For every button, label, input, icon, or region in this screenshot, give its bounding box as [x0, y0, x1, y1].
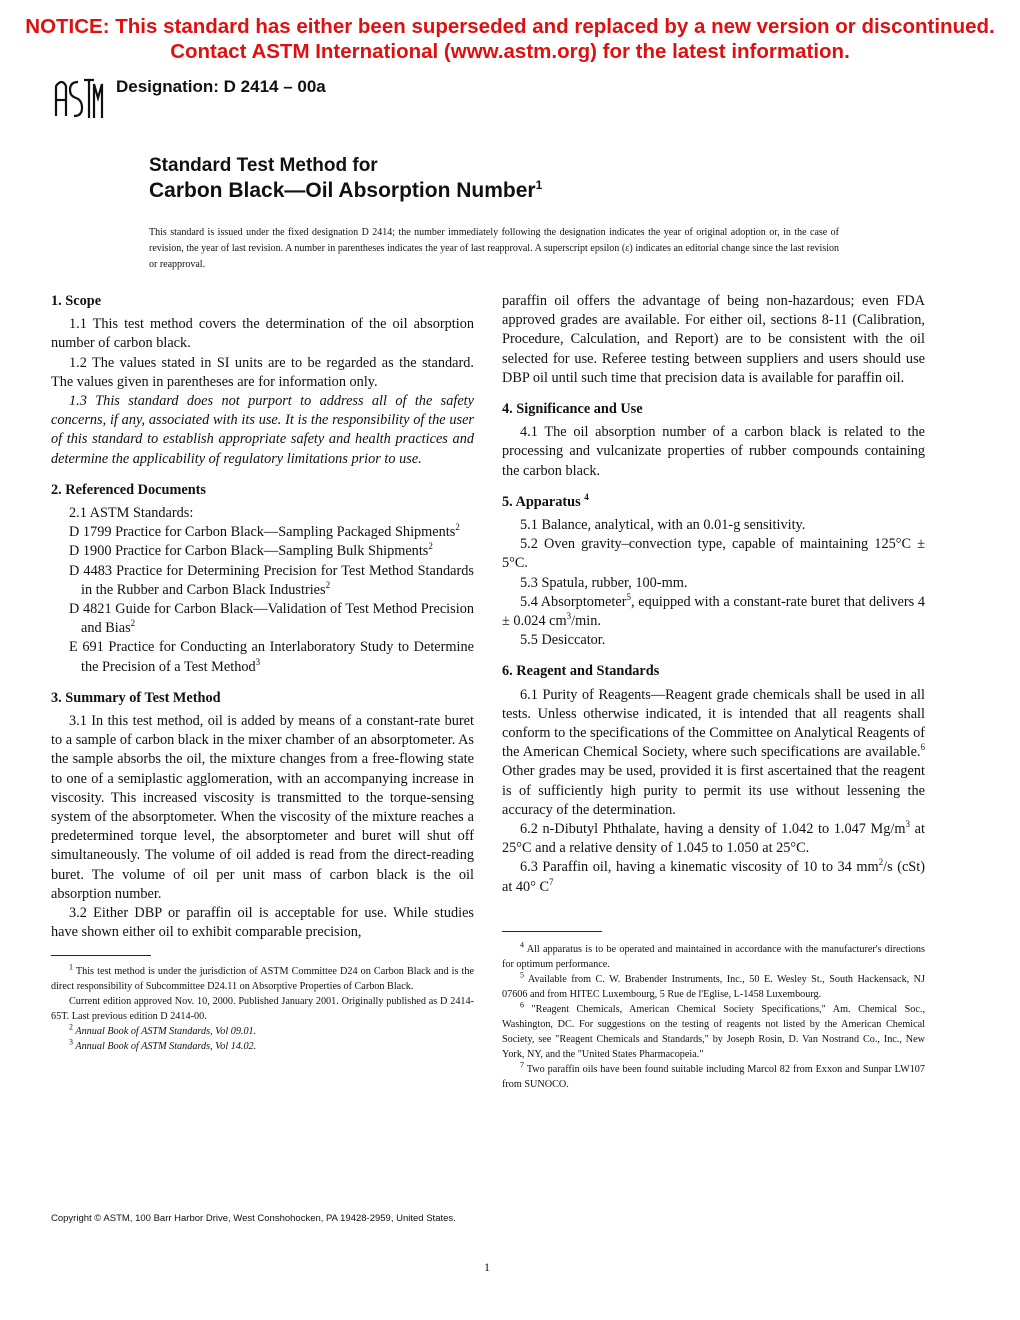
paragraph: 5.3 Spatula, rubber, 100-mm. [520, 574, 688, 591]
paragraph: 2.1 ASTM Standards: [69, 505, 194, 522]
paragraph [502, 858, 925, 896]
footnote [502, 1062, 925, 1092]
paragraph: 4.1 The oil absorption number of a carbon black is related to the processing and vulcanizate properties of rubber compounds containing the carbon black. [502, 424, 925, 479]
title-line-2-text: Carbon Black—Oil Absorption Number [149, 179, 536, 202]
paragraph-text: /s (cSt) at 40° C [502, 859, 925, 895]
paragraph [502, 686, 925, 820]
reference-text: D 1900 Practice for Carbon Black—Sampling Bulk Shipments [69, 543, 429, 560]
paragraph [502, 820, 925, 858]
section-heading: 4. Significance and Use [502, 401, 643, 418]
paragraph: 1.1 This test method covers the determination of the oil absorption number of carbon black. [51, 316, 474, 352]
section-heading: 1. Scope [51, 293, 102, 309]
issue-note: This standard is issued under the fixed designation D 2414; the number immediately following the designation indicates the year of original adoption or, in the case of revision, the year of last revision. A number in parentheses indicates the year of last reapproval. A superscript epsilon (ε) indicates an editorial change since the last revision or reapproval. [149, 227, 839, 270]
reference-text: D 4821 Guide for Carbon Black—Validation of Test Method Precision and Bias [69, 601, 474, 637]
footnote-ref: 2 [455, 522, 460, 533]
superscript: 3 [566, 611, 572, 622]
footnote-number: 1 [69, 962, 73, 972]
footnote-text: Annual Book of ASTM Standards, Vol 14.02. [73, 1040, 257, 1052]
right-column [502, 292, 925, 1092]
title-line-1: Standard Test Method for [149, 155, 378, 176]
footnote-text: Annual Book of ASTM Standards, Vol 09.01. [73, 1025, 257, 1037]
paragraph: paraffin oil offers the advantage of being non-hazardous; even FDA approved grades are available. For either oil, sections 8-11 (Calibration, Procedure, Calculation, and Report) are to be consistent with the oil selected for use. Referee testing between suppliers and users should use DBP oil until such time that precision data is available for paraffin oil. [502, 293, 925, 386]
footnote-number: 5 [520, 970, 524, 980]
footnote [51, 1024, 474, 1039]
paragraph-text: at 25°C and a relative density of 1.045 to 1.050 at 25°C. [502, 821, 925, 857]
footnote [502, 1002, 925, 1062]
notice-line-1: NOTICE: This standard has either been superseded and replaced by a new version or discontinued. [25, 15, 995, 38]
paragraph-text: 6.3 Paraffin oil, having a kinematic viscosity of 10 to 34 mm [520, 859, 879, 876]
paragraph: 5.2 Oven gravity–convection type, capable of maintaining 125°C ± 5°C. [502, 536, 925, 572]
superscript: 2 [878, 857, 884, 868]
notice-line-2: Contact ASTM International (www.astm.org) for the latest information. [170, 40, 850, 63]
paragraph-text: 5.4 Absorptometer [520, 593, 627, 610]
reference-text: D 4483 Practice for Determining Precision for Test Method Standards in the Rubber and Carbon Black Industries [69, 562, 474, 598]
paragraph: 1.2 The values stated in SI units are to be regarded as the standard. The values given in parentheses are for information only. [51, 354, 474, 390]
paragraph [502, 593, 925, 631]
footnote-ref: 1 [535, 178, 543, 192]
paragraph-text: , equipped with a constant-rate buret that delivers 4 ± 0.024 cm [502, 593, 925, 630]
document-title [149, 154, 542, 204]
paragraph: 1.3 This standard does not purport to address all of the safety concerns, if any, associated with its use. It is the responsibility of the user of this standard to establish appropriate safety and health practices and determine the applicability of regulatory limitations prior to use. [51, 393, 474, 467]
section-heading-text: 5. Apparatus [502, 493, 581, 510]
reference-text: D 1799 Practice for Carbon Black—Sampling Packaged Shipments [69, 524, 456, 541]
page-number: 1 [484, 1260, 490, 1274]
section-heading: 3. Summary of Test Method [51, 689, 221, 706]
reference-item [51, 638, 474, 676]
paragraph-text: /min. [571, 613, 601, 630]
title-line-2 [149, 178, 542, 204]
footnote-ref: 2 [325, 580, 331, 591]
footnote-text: Available from C. W. Brabender Instruments, Inc., 50 E. Wesley St., South Hackensack, NJ 07606 and from HITEC Luxembourg, 5 Rue de l'Eglise, L-1458 Luxembourg. [502, 973, 925, 1000]
footnote-text: Two paraffin oils have been found suitable including Marcol 82 from Exxon and Sunpar LW107 from SUNOCO. [502, 1063, 925, 1090]
supersession-notice [0, 14, 1020, 64]
footnote-text: All apparatus is to be operated and maintained in accordance with the manufacturer's directions for optimum performance. [502, 943, 925, 970]
reference-item [51, 562, 474, 600]
reference-item [51, 542, 474, 561]
footnote-text: This test method is under the jurisdiction of ASTM Committee D24 on Carbon Black and is the direct responsibility of Subcommittee D24.11 on Absorptive Properties of Carbon Black. [51, 965, 474, 992]
footnote [502, 942, 925, 972]
paragraph-text: 6.1 Purity of Reagents—Reagent grade chemicals shall be used in all tests. Unless otherwise indicated, it is intended that all reagents shall conform to the specifications of the Committee on Analytical Reagents of the American Chemical Society, where such specifications are available. [502, 686, 925, 761]
paragraph-text: Other grades may be used, provided it is first ascertained that the reagent is of sufficiently high purity to permit its use without lessening the accuracy of the determination. [502, 763, 925, 818]
paragraph: 3.2 Either DBP or paraffin oil is acceptable for use. While studies have shown either oil to exhibit comparable precision, [51, 905, 474, 941]
footnote-text: "Reagent Chemicals, American Chemical Society Specifications," Am. Chemical Soc., Washington, DC. For suggestions on the testing of reagents not listed by the American Chemical Society, see "Reagent Chemicals and Standards," by Joseph Rosin, D. Van Nostrand Co., Inc., New York, NY, and the "United States Pharmacopeia." [502, 1003, 925, 1060]
logo-text: ASTM [52, 76, 55, 77]
footnote-ref: 5 [626, 592, 631, 603]
section-heading: 6. Reagent and Standards [502, 663, 660, 680]
footnote-number: 4 [520, 940, 524, 950]
footnote-number: 3 [69, 1037, 73, 1047]
footnote [51, 1039, 474, 1054]
superscript: 3 [905, 819, 911, 830]
footnote-number: 2 [69, 1022, 73, 1032]
footnote [51, 964, 474, 994]
footnote-ref: 3 [255, 656, 261, 667]
footnote-ref: 2 [428, 541, 433, 552]
paragraph-text: 6.2 n-Dibutyl Phthalate, having a density of 1.042 to 1.047 Mg/m [520, 821, 906, 838]
paragraph: 5.5 Desiccator. [520, 632, 606, 649]
footnote-ref: 6 [920, 742, 925, 753]
footnote-ref: 7 [549, 876, 554, 887]
footnote-ref: 4 [584, 492, 589, 503]
astm-logo-icon [52, 76, 104, 120]
section-heading: 2. Referenced Documents [51, 481, 206, 498]
footnote [502, 972, 925, 1002]
footnote-number: 6 [520, 1000, 524, 1010]
paragraph: 5.1 Balance, analytical, with an 0.01-g sensitivity. [520, 517, 806, 534]
footnote: Current edition approved Nov. 10, 2000. Published January 2001. Originally published as D 2414-65T. Last previous edition D 2414-00. [51, 995, 474, 1022]
paragraph: 3.1 In this test method, oil is added by means of a constant-rate buret to a sample of carbon black in the mixer chamber of an absorptometer. As the sample absorbs the oil, the mixture changes from a free-flowing state to one of a semiplastic agglomeration, with an accompanying increase in viscosity. This increased viscosity is transmitted to the torque-sensing system of the absorptometer. When the viscosity of the mixture reaches a predetermined torque level, the absorptometer and buret will shut off simultaneously. The volume of oil added is read from the direct-reading buret. The volume of oil per unit mass of carbon black is the oil absorption number. [51, 713, 474, 902]
reference-text: E 691 Practice for Conducting an Interlaboratory Study to Determine the Precision of a Test Method [69, 639, 474, 675]
section-heading [502, 493, 925, 512]
footnote-number: 7 [520, 1060, 524, 1070]
designation: Designation: D 2414 – 00a [116, 77, 326, 96]
copyright-line: Copyright © ASTM, 100 Barr Harbor Drive, West Conshohocken, PA 19428-2959, United States. [51, 1213, 456, 1224]
reference-item [51, 523, 474, 542]
left-column [51, 292, 474, 1054]
footnote-ref: 2 [130, 618, 136, 629]
reference-item [51, 600, 474, 638]
